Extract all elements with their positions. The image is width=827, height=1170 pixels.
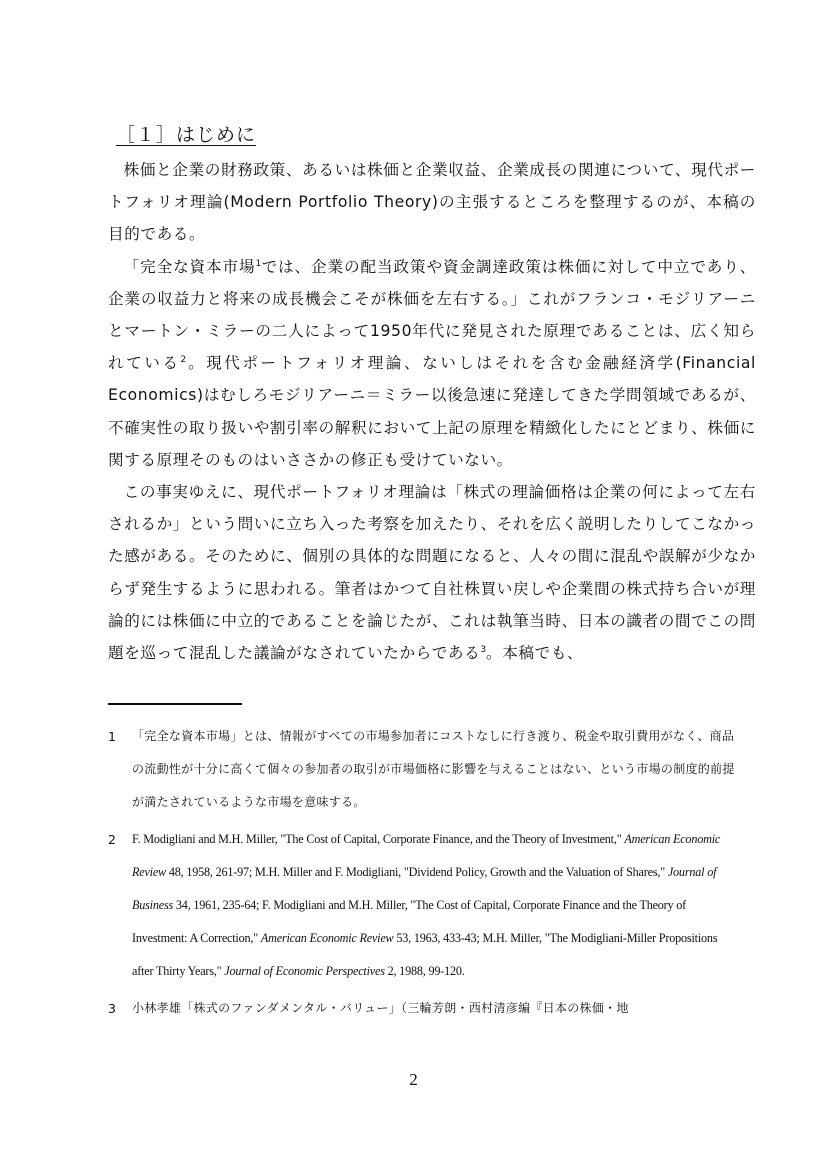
body-text: [108, 154, 756, 669]
section-heading: ［１］はじめに: [116, 124, 257, 146]
footnote-number: 1: [108, 729, 116, 744]
footnote-divider: [108, 703, 242, 705]
paragraph-text: 株価と企業の財務政策、あるいは株価と企業収益、企業成長の関連について、現代ポートフォリオ理論(Modern Portfolio Theory)の主張するところを整理するのが、本稿の目的である。: [108, 161, 756, 244]
paragraph-text: では、企業の配当政策や資金調達政策は株価に対して中立であり、企業の収益力と将来の成長機会こそが株価を左右する。」これがフランコ・モジリアーニとマートン・ミラーの二人によって1950年代に発見された原理であることは、広く知られている: [108, 257, 756, 373]
paragraph-text: 「完全な資本市場: [123, 257, 256, 276]
footnote-text: 「完全な資本市場」とは、情報がすべての市場参加者にコストなしに行き渡り、税金や取引費用がなく、商品の流動性が十分に高くて個々の参加者の取引が市場価格に影響を与えることはない、という市場の制度的前提が満たされているような市場を意味する。: [132, 729, 735, 809]
paragraph-text: この事実ゆえに、現代ポートフォリオ理論は「株式の理論価格は企業の何によって左右されるか」という問いに立ち入った考察を加えたり、それを広く説明したりしてこなかった感がある。そのために、個別の具体的な問題になると、人々の間に混乱や誤解が少なからず発生するように思われる。筆者はかつて自社株買い戻しや企業間の株式持ち合いが理論的には株価に中立的であることを論じたが、これは執筆当時、日本の識者の間でこの問題を巡って混乱した議論がなされていたからである: [108, 483, 756, 663]
footnote-ref-2[interactable]: 2: [180, 355, 187, 366]
paragraph-text: 。現代ポートフォリオ理論、ないしはそれを含む金融経済学(Financial Economics)はむしろモジリアーニ＝ミラー以後急速に発達してきた学問領域であるが、不確実性の取り扱いや割引率の解釈において上記の原理を精緻化したにとどまり、株価に関する原理そのものはいささかの修正も受けていない。: [108, 354, 756, 469]
footnotes: [108, 720, 738, 1025]
footnote-ref-3[interactable]: 3: [480, 645, 487, 656]
journal-title: Journal of Economic Perspectives: [224, 964, 385, 978]
journal-title: American Economic Review: [260, 931, 394, 945]
citation-text: 48, 1958, 261-97; M.H. Miller and F. Modigliani, "Dividend Policy, Growth and the Valuation of Shares,": [166, 865, 668, 879]
citation-text: 34, 1961, 235-64; F. Modigliani and M.H. Miller, "The Cost of Capital, Corporate Finance and the Theory of Investment: A Correction,": [132, 898, 687, 945]
page-number: 2: [409, 1070, 418, 1089]
footnote-text: 小林孝雄「株式のファンダメンタル・バリュー」（三輪芳朗・西村清彦編『日本の株価・地: [132, 1001, 629, 1015]
journal-title: American Economic Review: [132, 832, 721, 879]
paragraph-1: [108, 154, 756, 251]
footnote-1: [108, 720, 738, 819]
footnote-number: 2: [108, 832, 116, 847]
paragraph-text: 。本稿でも、: [486, 644, 584, 663]
paragraph-3: [108, 476, 756, 669]
footnote-3: [108, 992, 738, 1025]
citation-text: 2, 1988, 99-120.: [384, 964, 465, 978]
footnote-2: [108, 823, 738, 988]
footnote-ref-1[interactable]: 1: [255, 258, 262, 269]
paragraph-2: [108, 251, 756, 476]
footnote-text: [132, 823, 738, 988]
footnote-number: 3: [108, 1001, 116, 1016]
journal-title: Journal of Business: [132, 865, 717, 912]
citation-text: 53, 1963, 433-43; M.H. Miller, "The Modigliani-Miller Propositions after Thirty Years,": [132, 931, 718, 978]
citation-text: F. Modigliani and M.H. Miller, "The Cost of Capital, Corporate Finance, and the Theory of Investment,": [132, 832, 625, 846]
